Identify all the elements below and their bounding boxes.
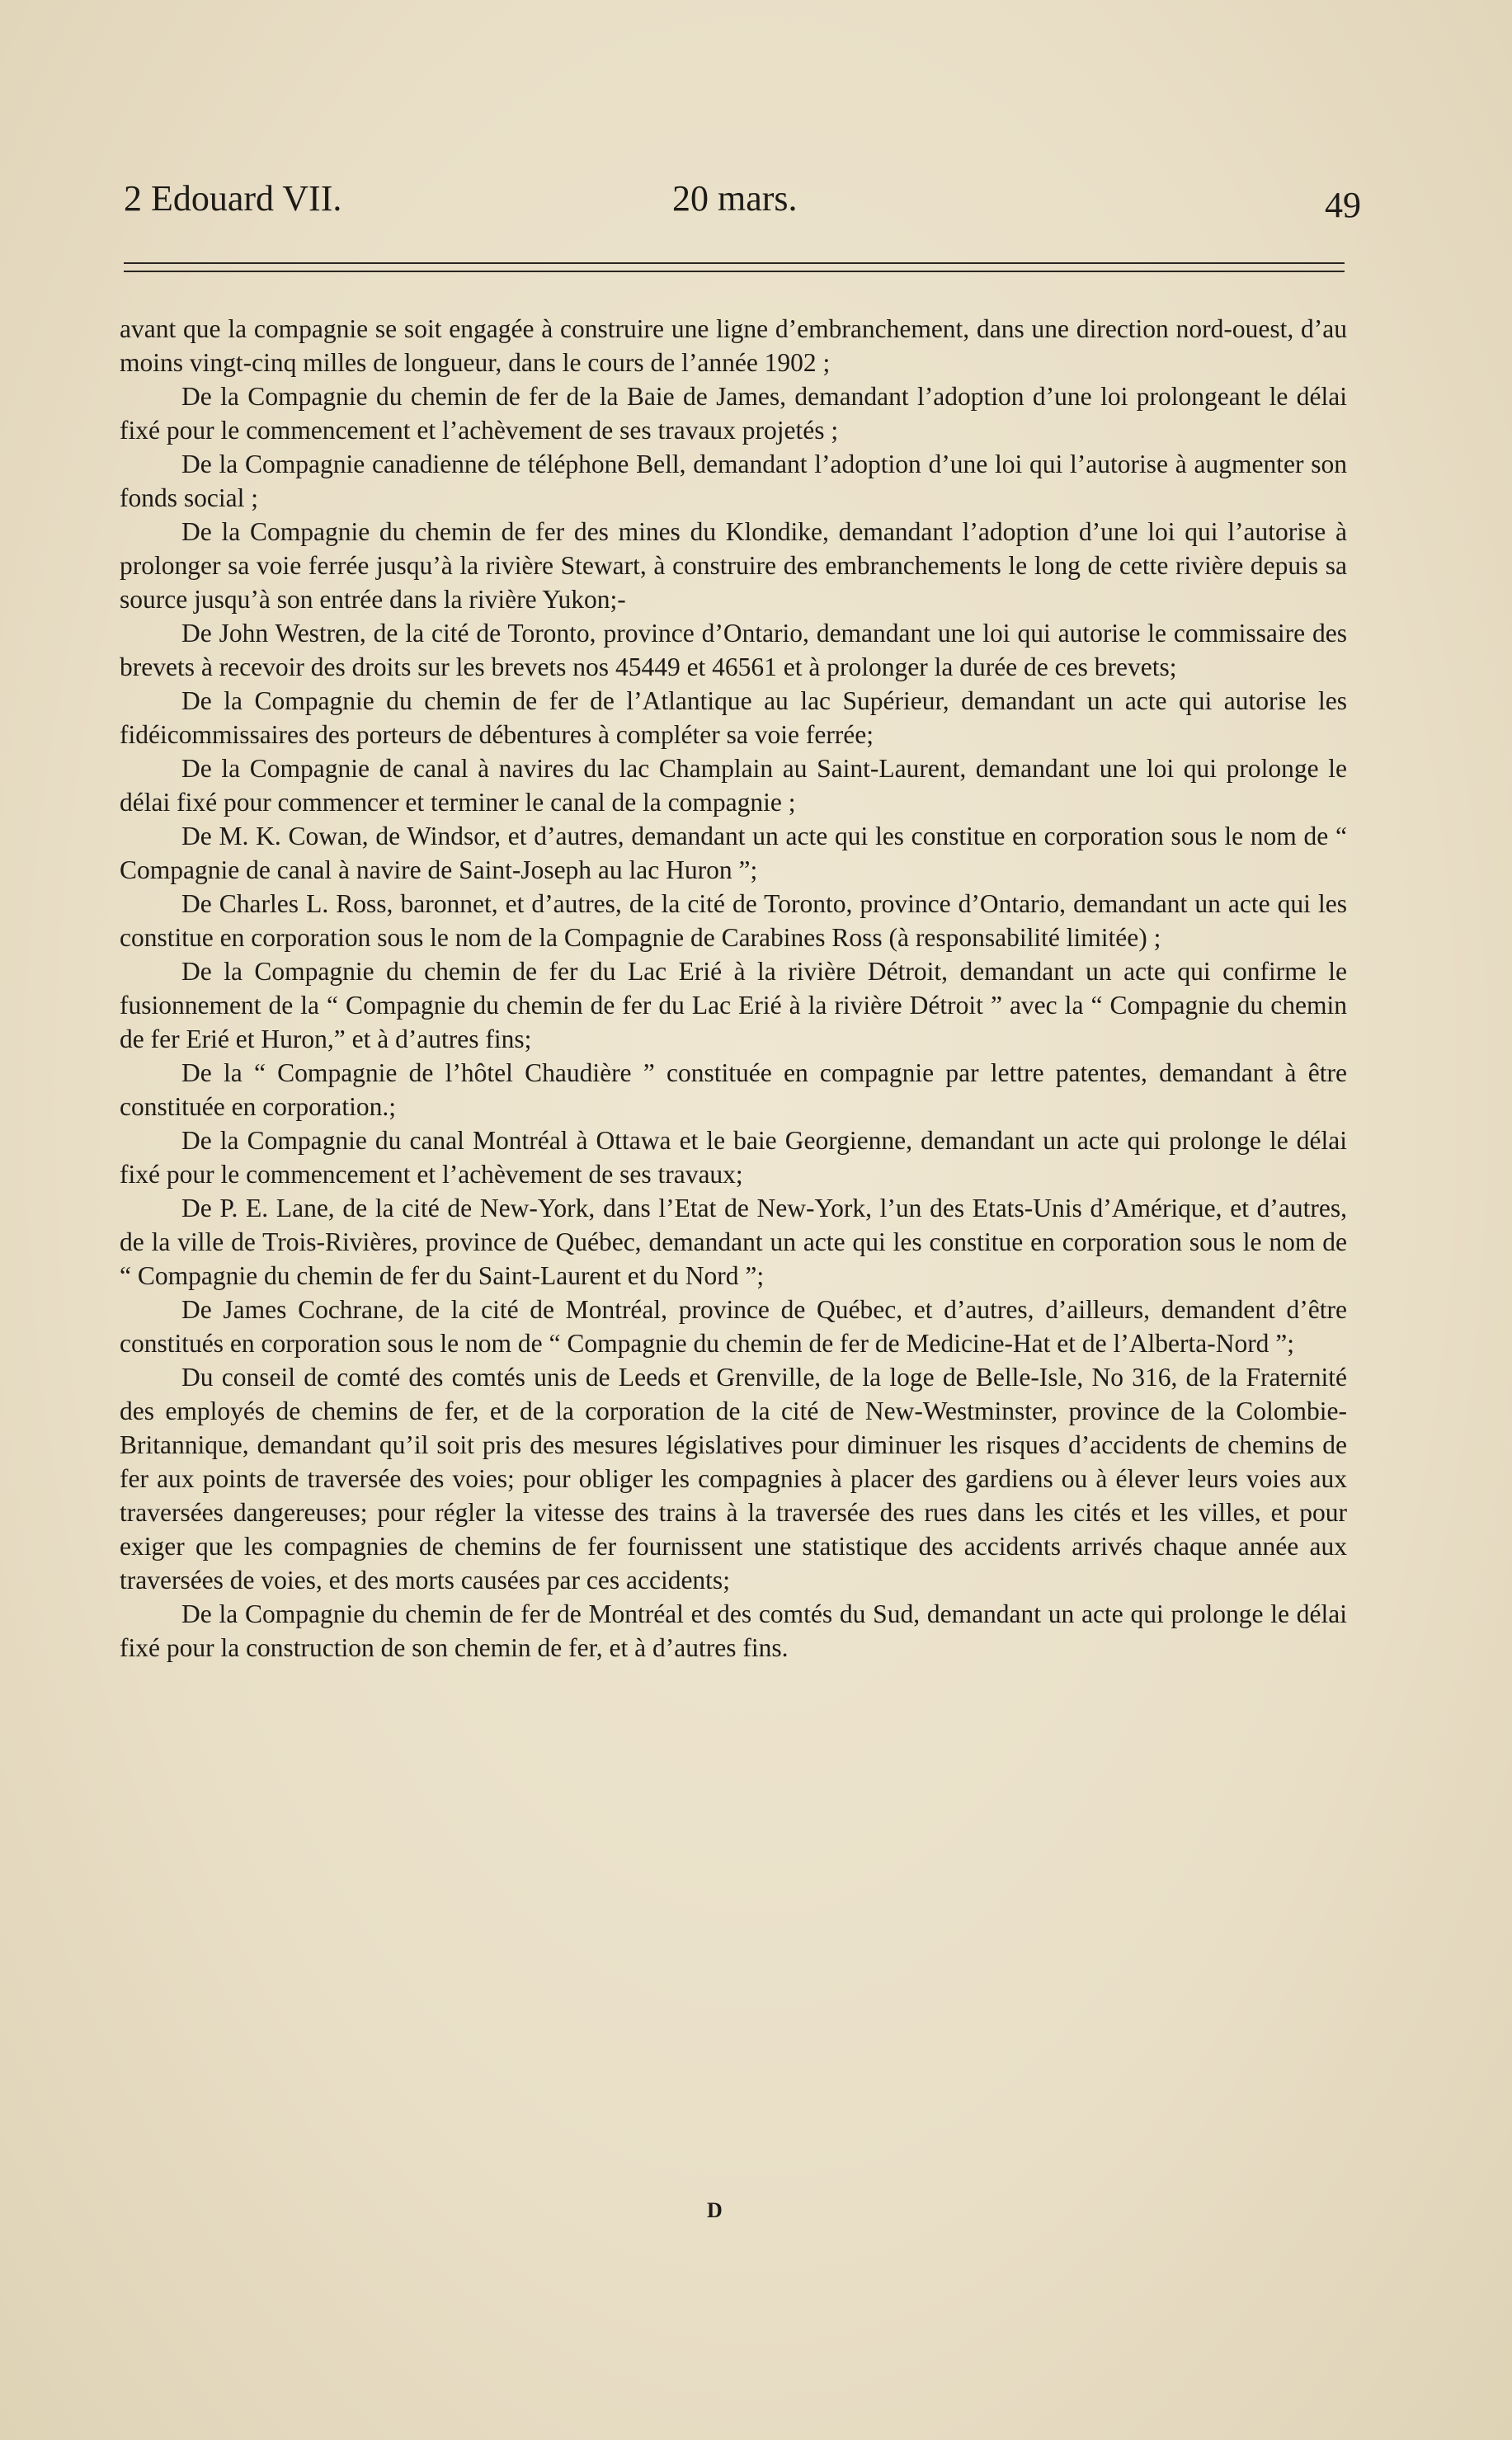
header-regnal-year: 2 Edouard VII. xyxy=(124,178,342,219)
paragraph: De la Compagnie du chemin de fer de l’Atlantique au lac Supérieur, demandant un acte qui autorise les fidéicommissaires des porteurs de débentures à compléter sa voie ferrée; xyxy=(120,686,1347,749)
body-text xyxy=(120,312,1347,1665)
paragraph: De la Compagnie du chemin de fer du Lac Erié à la rivière Détroit, demandant un acte qui confirme le fusionnement de la “ Compagnie du chemin de fer du Lac Erié à la rivière Détroit ” avec la “ Compagnie du chemin de fer Erié et Huron,” et à d’autres fins; xyxy=(120,957,1347,1053)
signature-mark: D xyxy=(707,2198,723,2222)
paragraph: De la Compagnie de canal à navires du lac Champlain au Saint-Laurent, demandant une loi qui prolonge le délai fixé pour commencer et terminer le canal de la compagnie ; xyxy=(120,754,1347,817)
paragraph: avant que la compagnie se soit engagée à construire une ligne d’embranchement, dans une direction nord-ouest, d’au moins vingt-cinq milles de longueur, dans le cours de l’année 1902 ; xyxy=(120,314,1347,377)
paragraph: De P. E. Lane, de la cité de New-York, dans l’Etat de New-York, l’un des Etats-Unis d’Amérique, et d’autres, de la ville de Trois-Rivières, province de Québec, demandant un acte qui les constitue en corporation sous le nom de “ Compagnie du chemin de fer du Saint-Laurent et du Nord ”; xyxy=(120,1194,1347,1290)
page-number: 49 xyxy=(1325,185,1361,225)
paragraph: Du conseil de comté des comtés unis de Leeds et Grenville, de la loge de Belle-Isle, No 316, de la Fraternité des employés de chemins de fer, et de la corporation de la cité de New-Westminster, province de la Colombie-Britannique, demandant qu’il soit pris des mesures législatives pour diminuer les risques d’accidents de chemins de fer aux points de traversée des voies; pour obliger les compagnies à placer des gardiens ou à élever leurs voies aux traversées dangereuses; pour régler la vitesse des trains à la traversée des rues dans les cités et les villes, et pour exiger que les compagnies de chemins de fer fournissent une statistique des accidents arrivés chaque année aux traversées de voies, et des morts causées par ces accidents; xyxy=(120,1363,1347,1594)
paragraph: De James Cochrane, de la cité de Montréal, province de Québec, et d’autres, d’ailleurs, demandent d’être constitués en corporation sous le nom de “ Compagnie du chemin de fer de Medicine-Hat et de l’Alberta-Nord ”; xyxy=(120,1295,1347,1358)
paragraph: De la Compagnie canadienne de téléphone Bell, demandant l’adoption d’une loi qui l’autorise à augmenter son fonds social ; xyxy=(120,450,1347,512)
paragraph: De la Compagnie du chemin de fer de Montréal et des comtés du Sud, demandant un acte qui prolonge le délai fixé pour la construction de son chemin de fer, et à d’autres fins. xyxy=(120,1599,1347,1662)
header-date: 20 mars. xyxy=(672,178,798,219)
header-rule-bottom xyxy=(124,271,1345,272)
paragraph: De la Compagnie du chemin de fer des mines du Klondike, demandant l’adoption d’une loi qui l’autorise à prolonger sa voie ferrée jusqu’à la rivière Stewart, à construire des embranchements le long de cette rivière depuis sa source jusqu’à son entrée dans la rivière Yukon;- xyxy=(120,517,1347,614)
paragraph: De la Compagnie du canal Montréal à Ottawa et le baie Georgienne, demandant un acte qui prolonge le délai fixé pour le commencement et l’achèvement de ses travaux; xyxy=(120,1126,1347,1189)
paragraph: De John Westren, de la cité de Toronto, province d’Ontario, demandant une loi qui autorise le commissaire des brevets à recevoir des droits sur les brevets nos 45449 et 46561 et à prolonger la durée de ces brevets; xyxy=(120,619,1347,681)
paragraph: De M. K. Cowan, de Windsor, et d’autres, demandant un acte qui les constitue en corporation sous le nom de “ Compagnie de canal à navire de Saint-Joseph au lac Huron ”; xyxy=(120,822,1347,884)
page-header xyxy=(124,177,1361,235)
header-rule-top xyxy=(124,262,1345,264)
paragraph: De la Compagnie du chemin de fer de la Baie de James, demandant l’adoption d’une loi prolongeant le délai fixé pour le commencement et l’achèvement de ses travaux projetés ; xyxy=(120,382,1347,445)
paragraph: De la “ Compagnie de l’hôtel Chaudière ” constituée en compagnie par lettre patentes, demandant à être constituée en corporation.; xyxy=(120,1058,1347,1121)
paragraph: De Charles L. Ross, baronnet, et d’autres, de la cité de Toronto, province d’Ontario, demandant un acte qui les constitue en corporation sous le nom de la Compagnie de Carabines Ross (à responsabilité limitée) ; xyxy=(120,889,1347,952)
